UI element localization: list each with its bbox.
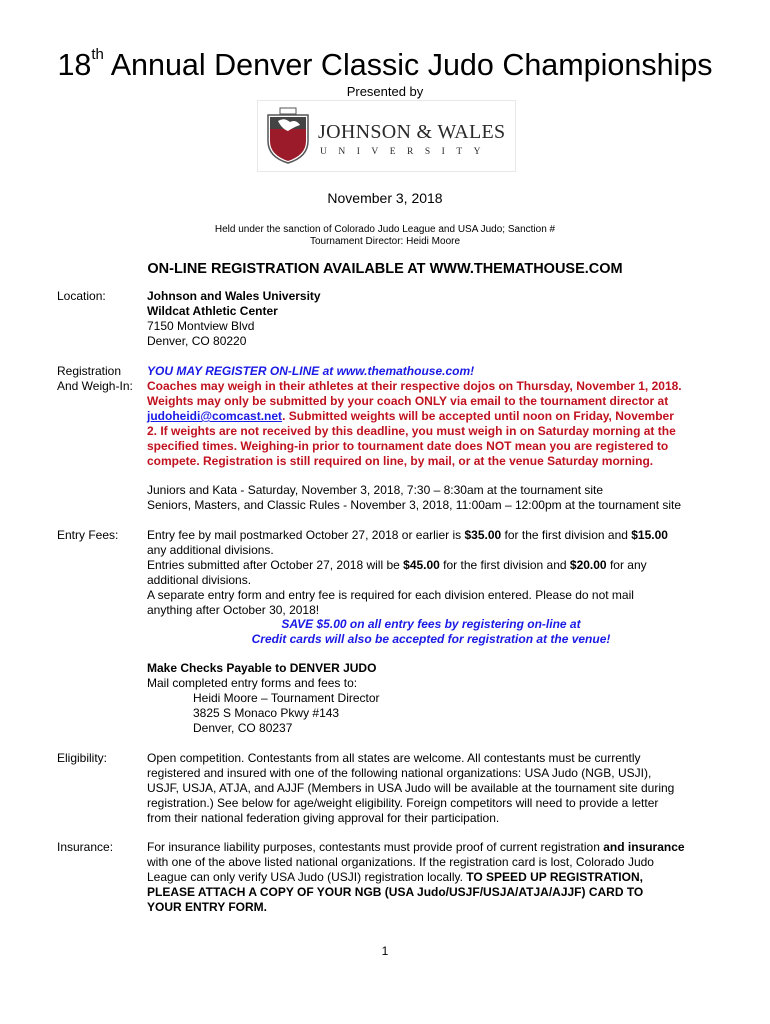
event-date: November 3, 2018: [327, 190, 443, 206]
university-logo: [257, 100, 516, 172]
fees-label: Entry Fees:: [57, 528, 119, 542]
location-label: Location:: [57, 289, 106, 303]
shield-icon: [264, 107, 312, 165]
save-note: SAVE $5.00 on all entry fees by registering on-line at Credit cards will also be accepted for registration at the venue!: [251, 617, 611, 646]
logo-university: UNIVERSITY: [320, 147, 492, 157]
checks-info: Make Checks Payable to DENVER JUDO Mail completed entry forms and fees to:: [147, 661, 377, 690]
page-number: 1: [381, 944, 389, 958]
sanction-info: Held under the sanction of Colorado Judo League and USA Judo; Sanction # Tournament Director: Heidi Moore: [214, 224, 556, 247]
registration-text: YOU MAY REGISTER ON-LINE at www.themathouse.com! Coaches may weigh in their athletes at their respective dojos on Thursday, November 1, 2018. Weights may only be submitted by your coach ONLY via email to the tournament director at judoheidi@comcast.net. Submitted weights will be accepted until noon on Friday, November 2. If weights are not received by this deadline, you must weigh in on Saturday morning at the specified times. Weighing-in prior to tournament date does NOT mean you are registered to compete. Registration is still required on line, by mail, or at the venue Saturday morning.: [147, 364, 682, 468]
insurance-label: Insurance:: [57, 840, 114, 854]
presented-by: Presented by: [346, 84, 424, 99]
registration-label: Registration And Weigh-In:: [57, 364, 133, 393]
online-registration-banner: ON-LINE REGISTRATION AVAILABLE AT WWW.THEMATHOUSE.COM: [147, 261, 623, 277]
weigh-in-times: Juniors and Kata - Saturday, November 3, 2018, 7:30 – 8:30am at the tournament site Seniors, Masters, and Classic Rules - November 3, 2018, 11:00am – 12:00pm at the tournament site: [147, 483, 682, 512]
fees-text: Entry fee by mail postmarked October 27, 2018 or earlier is $35.00 for the first division and $15.00 any additional divisions. Entries submitted after October 27, 2018 will be $45.00 for the first division and $20.00 for any additional divisions. A separate entry form and entry fee is required for each division entered. Please do not mail anything after October 30, 2018!: [147, 528, 668, 617]
logo-name: JOHNSON & WALES: [318, 121, 506, 143]
page-title: 18th Annual Denver Classic Judo Championships: [57, 45, 713, 82]
insurance-text: For insurance liability purposes, contestants must provide proof of current registration and insurance with one of the above listed national organizations. If the registration card is lost, Colorado Judo League can only verify USA Judo (USJI) registration locally. TO SPEED UP REGISTRATION, PLEASE ATTACH A COPY OF YOUR NGB (USA Judo/USJF/USJA/ATJA/AJJF) CARD TO YOUR ENTRY FORM.: [147, 840, 685, 914]
eligibility-label: Eligibility:: [57, 751, 108, 765]
eligibility-text: Open competition. Contestants from all states are welcome. All contestants must be currently registered and insured with one of the following national organizations: USA Judo (NGB, USJI), USJF, USJA, ATJA, and AJJF (Members in USA Judo will be available at the tournament site during registration.) See below for age/weight eligibility. Foreign competitors will need to provide a letter from their national federation giving approval for their participation.: [147, 751, 675, 825]
mailing-address: Heidi Moore – Tournament Director 3825 S Monaco Pkwy #143 Denver, CO 80237: [193, 691, 380, 735]
location-address: Johnson and Wales University Wildcat Athletic Center 7150 Montview Blvd Denver, CO 80220: [147, 289, 321, 348]
email-link[interactable]: judoheidi@comcast.net: [147, 409, 283, 423]
